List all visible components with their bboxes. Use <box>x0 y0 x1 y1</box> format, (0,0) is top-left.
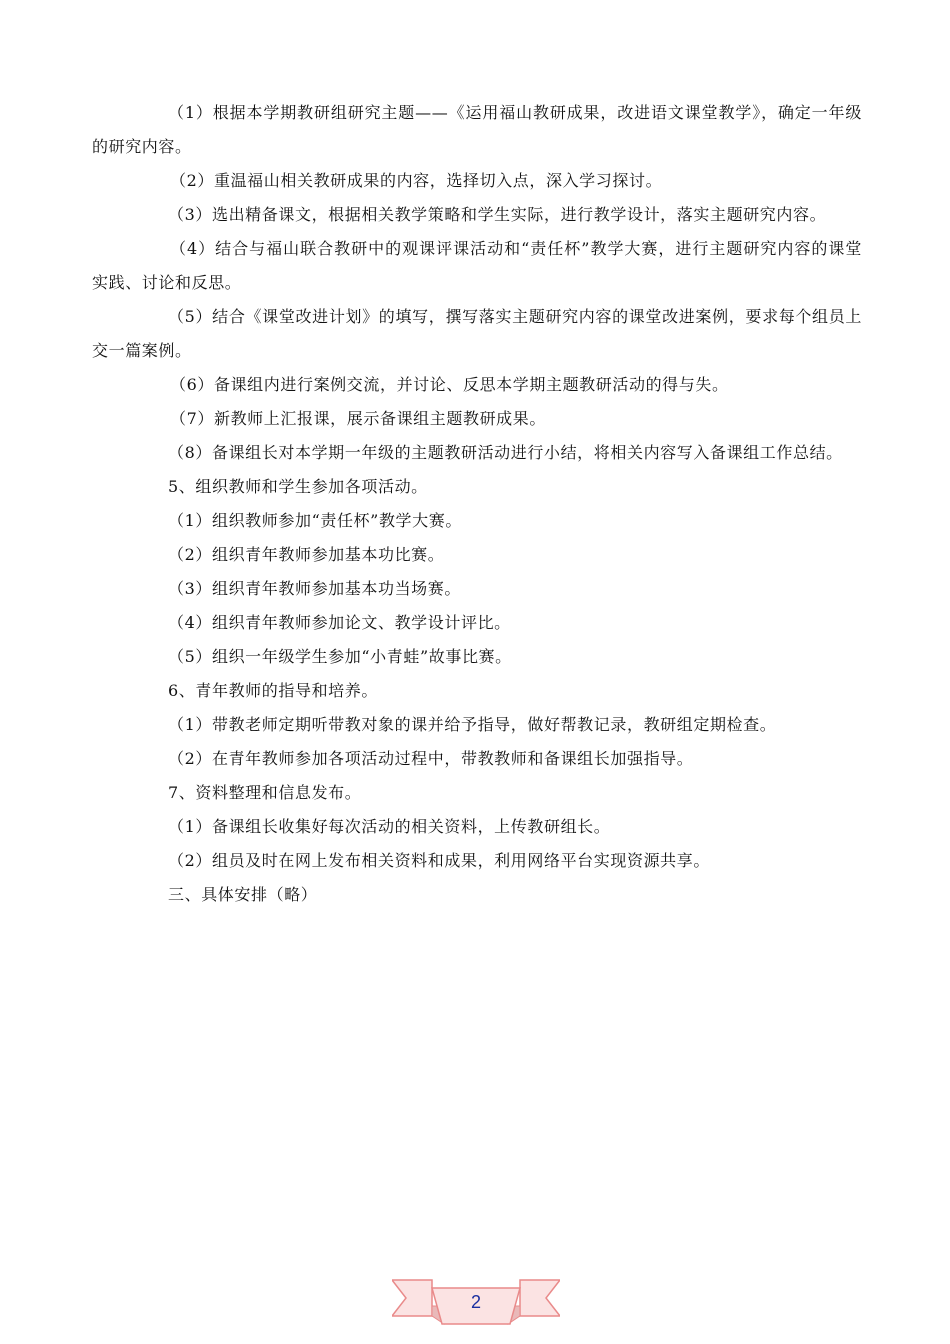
section-heading-3: 三、具体安排（略） <box>168 885 318 904</box>
paragraph-item-8: （8）备课组长对本学期一年级的主题教研活动进行小结，将相关内容写入备课组工作总结。 <box>168 443 843 462</box>
list-item: （1）备课组长收集好每次活动的相关资料，上传教研组长。 <box>168 817 611 836</box>
paragraph-item-2: （2）重温福山相关教研成果的内容，选择切入点，深入学习探讨。 <box>170 171 663 190</box>
list-item: （2）在青年教师参加各项活动过程中，带教教师和备课组长加强指导。 <box>168 749 694 768</box>
page-number-ribbon <box>392 1276 560 1336</box>
document-body <box>92 96 862 912</box>
section-heading-7: 7、资料整理和信息发布。 <box>168 783 362 802</box>
list-item: （1）组织教师参加“责任杯”教学大赛。 <box>168 511 462 530</box>
section-heading-6: 6、青年教师的指导和培养。 <box>168 681 378 700</box>
paragraph-item-7: （7）新教师上汇报课，展示备课组主题教研成果。 <box>170 409 546 428</box>
paragraph-item-3: （3）选出精备课文，根据相关教学策略和学生实际，进行教学设计，落实主题研究内容。 <box>168 205 827 224</box>
list-item: （2）组织青年教师参加基本功比赛。 <box>168 545 445 564</box>
paragraph-item-6: （6）备课组内进行案例交流，并讨论、反思本学期主题教研活动的得与失。 <box>170 375 729 394</box>
list-item: （4）组织青年教师参加论文、教学设计评比。 <box>168 613 511 632</box>
paragraph-item-4: （4）结合与福山联合教研中的观课评课活动和“责任杯”教学大赛，进行主题研究内容的课堂实践、讨论和反思。 <box>92 239 862 292</box>
section-heading-5: 5、组织教师和学生参加各项活动。 <box>168 477 428 496</box>
list-item: （5）组织一年级学生参加“小青蛙”故事比赛。 <box>168 647 512 666</box>
list-item: （3）组织青年教师参加基本功当场赛。 <box>168 579 461 598</box>
paragraph-item-5: （5）结合《课堂改进计划》的填写，撰写落实主题研究内容的课堂改进案例，要求每个组员上交一篇案例。 <box>92 307 862 360</box>
page-number: 2 <box>470 1292 481 1312</box>
list-item: （1）带教老师定期听带教对象的课并给予指导，做好帮教记录，教研组定期检查。 <box>168 715 777 734</box>
paragraph-item-1: （1）根据本学期教研组研究主题——《运用福山教研成果，改进语文课堂教学》，确定一年级的研究内容。 <box>92 103 862 156</box>
list-item: （2）组员及时在网上发布相关资料和成果，利用网络平台实现资源共享。 <box>168 851 710 870</box>
